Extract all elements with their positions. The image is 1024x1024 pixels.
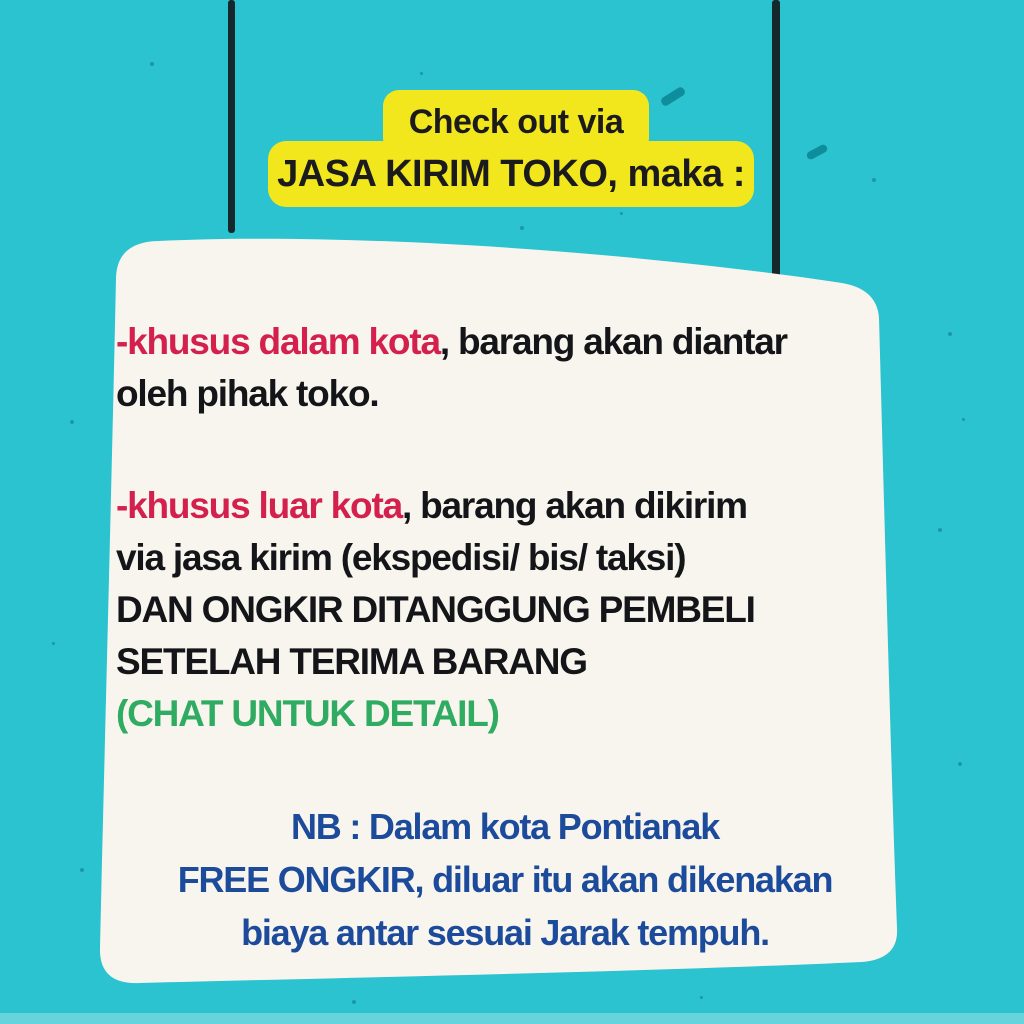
- paragraph-line: DAN ONGKIR DITANGGUNG PEMBELI: [116, 589, 755, 630]
- note-line: NB : Dalam kota Pontianak: [290, 806, 720, 847]
- paragraph-line: oleh pihak toko.: [116, 373, 379, 414]
- highlight-luar-kota: -khusus luar kota: [116, 485, 402, 526]
- banner-text-line2: JASA KIRIM TOKO, maka :: [277, 152, 745, 195]
- paragraph-line: SETELAH TERIMA BARANG: [116, 641, 587, 682]
- paragraph-dalam-kota: [116, 316, 908, 420]
- banner-text-line1: Check out via: [408, 102, 624, 141]
- paragraph-line: via jasa kirim (ekspedisi/ bis/ taksi): [116, 537, 686, 578]
- highlight-dalam-kota: -khusus dalam kota: [116, 321, 440, 362]
- note-free-ongkir: [100, 800, 910, 959]
- paragraph-text: , barang akan dikirim: [401, 485, 747, 526]
- bottom-edge-strip: [0, 1013, 1024, 1024]
- paragraph-line: [116, 480, 908, 532]
- note-line: FREE ONGKIR, diluar itu akan dikenakan: [177, 859, 833, 900]
- note-line: biaya antar sesuai Jarak tempuh.: [241, 912, 769, 953]
- paragraph-text: , barang akan diantar: [439, 321, 787, 362]
- paragraph-line: [116, 316, 908, 368]
- paragraph-luar-kota: [116, 480, 908, 740]
- chat-note: (CHAT UNTUK DETAIL): [116, 693, 499, 734]
